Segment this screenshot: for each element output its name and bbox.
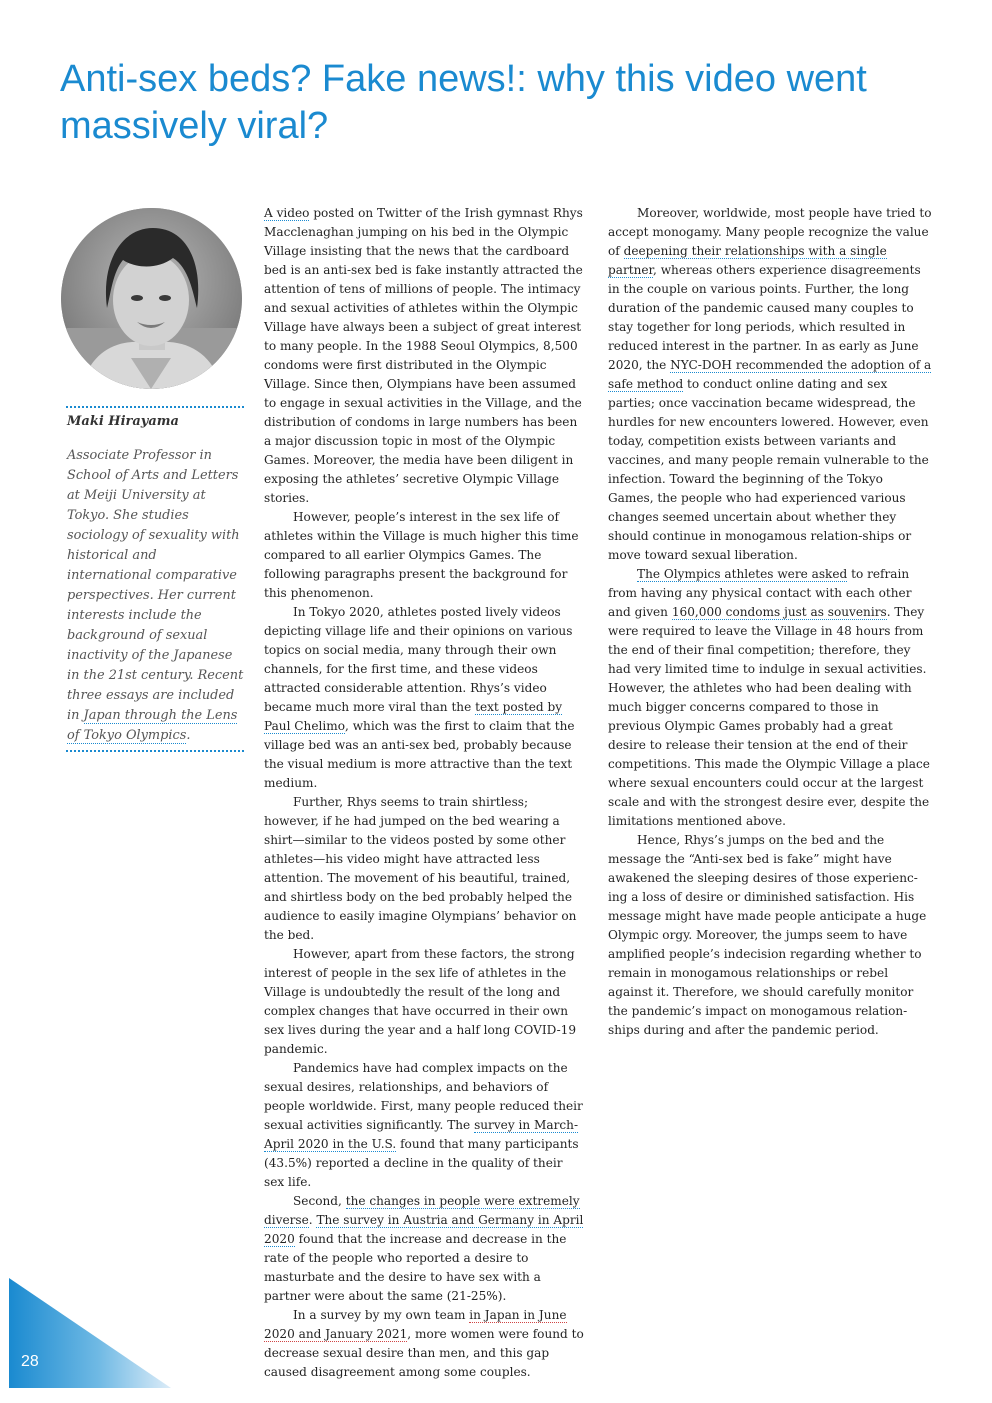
paragraph-10-text-a: to refrain from having any physical contact with each other and given bbox=[608, 567, 912, 619]
paragraph-8-text-b: , more women were found to decrease sexual desire than men, and this gap caused disagreement among some couples. bbox=[264, 1327, 584, 1379]
paragraph-5: However, apart from these factors, the strong interest of people in the sex life of athletes in the Village is undoubtedly the result of the long and complex changes that have occurred in their own sex lives during the year and a half long COVID-19 pandemic. bbox=[264, 947, 577, 1056]
article-title: Anti-sex beds? Fake news!: why this video went massively viral? bbox=[60, 58, 867, 147]
paragraph-9-text-b: to conduct online dating and sex parties; once vaccination became widespread, the hurdles for new encounters lowered. However, even today, competition exists between variants and vaccines, and many people remain vulnerable to the infection. Toward the beginning of the Tokyo Games, the people who had experienced various changes seemed uncertain about whether they should continue in monogamous relation-ships or move toward sexual liberation. bbox=[608, 377, 929, 562]
paragraph-3-text-a: In Tokyo 2020, athletes posted lively videos depicting village life and their opinions on various topics on social media, many through their own channels, for the first time, and these videos attracted considerable attention. Rhys’s video became much more viral than the bbox=[264, 605, 573, 714]
paragraph-6-text-b: found that many participants (43.5%) reported a decline in the quality of their sex life. bbox=[264, 1137, 579, 1189]
paragraph-1-text: posted on Twitter of the Irish gymnast Rhys Macclenaghan jumping on his bed in the Olympic Village insisting that the news that the cardboard bed is an anti-sex bed is fake instantly attracted the attention of tens of millions of people. The intimacy and sexual activities of athletes within the Olympic Village have always been a subject of great interest to many people. In the 1988 Seoul Olympics, 8,500 condoms were first distributed in the Olympic Village. Since then, Olympians have been assumed to engage in sexual activities in the Village, and the distribution of condoms in large numbers has been a major discussion topic in most of the Olympic Games. Moreover, the media have been diligent in exposing the athletes’ secretive Olympic Village stories. bbox=[264, 206, 583, 505]
paragraph-6 bbox=[264, 1059, 586, 1192]
article-column-2 bbox=[608, 204, 932, 1040]
paragraph-9-text-a: Moreover, worldwide, most people have tried to accept monogamy. Many people recognize the value of bbox=[608, 206, 932, 258]
paragraph-7-text-a: Second, bbox=[293, 1194, 346, 1208]
author-portrait-image bbox=[61, 208, 242, 389]
author-divider-bottom bbox=[66, 750, 244, 752]
paragraph-7-text-mid: . bbox=[308, 1213, 317, 1227]
paragraph-8-start bbox=[264, 1306, 586, 1382]
paragraph-3 bbox=[264, 603, 586, 793]
austria-germany-survey-link[interactable]: The survey in Austria and Germany in April 2020 bbox=[264, 1213, 584, 1246]
video-link[interactable]: A video bbox=[264, 206, 310, 220]
athletes-asked-link[interactable]: The Olympics athletes were asked bbox=[637, 567, 848, 581]
nyc-doh-link[interactable]: NYC-DOH recommended the adoption of a safe method bbox=[608, 358, 932, 391]
condoms-souvenirs-link[interactable]: 160,000 condoms just as souvenirs bbox=[671, 605, 887, 619]
paragraph-11: Hence, Rhys’s jumps on the bed and the message the “Anti-sex bed is fake” might have awakened the sleeping desires of those experienc-ing a loss of desire or diminished satisfaction. His message might have made people anticipate a huge Olympic orgy. Moreover, the jumps seem to have amplified people’s indecision regarding whether to remain in monogamous relationships or rebel against it. Therefore, we should carefully monitor the pandemic’s impact on monogamous relation-ships during and after the pandemic period. bbox=[608, 833, 927, 1037]
paragraph-8-text-a: In a survey by my own team bbox=[293, 1308, 470, 1322]
paragraph-10-text-b: . They were required to leave the Village in 48 hours from the end of their final competition; therefore, they had very limited time to indulge in sexual activities. However, the athletes who had been dealing with much bigger concerns compared to those in previous Olympic Games probably had a great desire to release their tension at the end of their competitions. This made the Olympic Village a place where sexual encounters could occur at the largest scale and with the strongest desire ever, despite the limitations mentioned above. bbox=[608, 605, 930, 828]
page-corner-triangle bbox=[9, 1278, 171, 1388]
author-name: Maki Hirayama bbox=[67, 414, 179, 429]
author-bio-text: Associate Professor in School of Arts and Letters at Meiji University at Tokyo. She studies sociology of sexuality with historical and international comparative perspectives. Her current interests include the background of sexual inactivity of the Japanese in the 21st century. Recent three essays are included in bbox=[67, 448, 244, 723]
relationships-link[interactable]: deepening their relationships with a single partner bbox=[608, 244, 887, 277]
author-sidebar bbox=[66, 406, 244, 752]
paragraph-9-text-mid: , whereas others experience disagreements in the couple on various points. Further, the long duration of the pandemic caused many couples to stay together for long periods, which resulted in reduced interest in the partner. In as early as June 2020, the bbox=[608, 263, 921, 372]
paragraph-10 bbox=[608, 565, 932, 831]
paragraph-2: However, people’s interest in the sex life of athletes within the Village is much higher this time compared to all earlier Olympics Games. The following paragraphs present the background for this phenomenon. bbox=[264, 510, 579, 600]
chelimo-post-link[interactable]: text posted by Paul Chelimo bbox=[264, 700, 563, 733]
paragraph-4: Further, Rhys seems to train shirtless; however, if he had jumped on the bed wearing a shirt—similar to the videos posted by some other athletes—his video might have attracted less attention. The movement of his beautiful, trained, and shirtless body on the bed probably helped the audience to easily imagine Olympians’ behavior on the bed. bbox=[264, 795, 577, 942]
article-column-1 bbox=[264, 204, 586, 1382]
japan-survey-link[interactable]: in Japan in June 2020 and January 2021 bbox=[264, 1308, 567, 1341]
paragraph-3-text-b: , which was the first to claim that the village bed was an anti-sex bed, probably because the visual medium is more attractive than the text medium. bbox=[264, 719, 575, 790]
book-link[interactable]: Japan through the Lens of Tokyo Olympics bbox=[67, 708, 238, 743]
author-photo bbox=[61, 208, 242, 389]
author-bio-end: . bbox=[186, 728, 191, 743]
paragraph-1 bbox=[264, 204, 586, 508]
paragraph-9 bbox=[608, 204, 932, 565]
paragraph-6-text-a: Pandemics have had complex impacts on the sexual desires, relationships, and behaviors of people worldwide. First, many people reduced their sexual activities significantly. The bbox=[264, 1061, 583, 1132]
us-survey-link[interactable]: survey in March-April 2020 in the U.S. bbox=[264, 1118, 579, 1151]
author-divider-top bbox=[66, 406, 244, 408]
author-bio bbox=[67, 446, 244, 746]
paragraph-7-text-b: found that the increase and decrease in the rate of the people who reported a desire to masturbate and the desire to have sex with a partner were about the same (21-25%). bbox=[264, 1232, 567, 1303]
paragraph-7 bbox=[264, 1192, 586, 1306]
page-number: 28 bbox=[21, 1353, 39, 1370]
diverse-changes-link[interactable]: the changes in people were extremely diverse bbox=[264, 1194, 580, 1227]
